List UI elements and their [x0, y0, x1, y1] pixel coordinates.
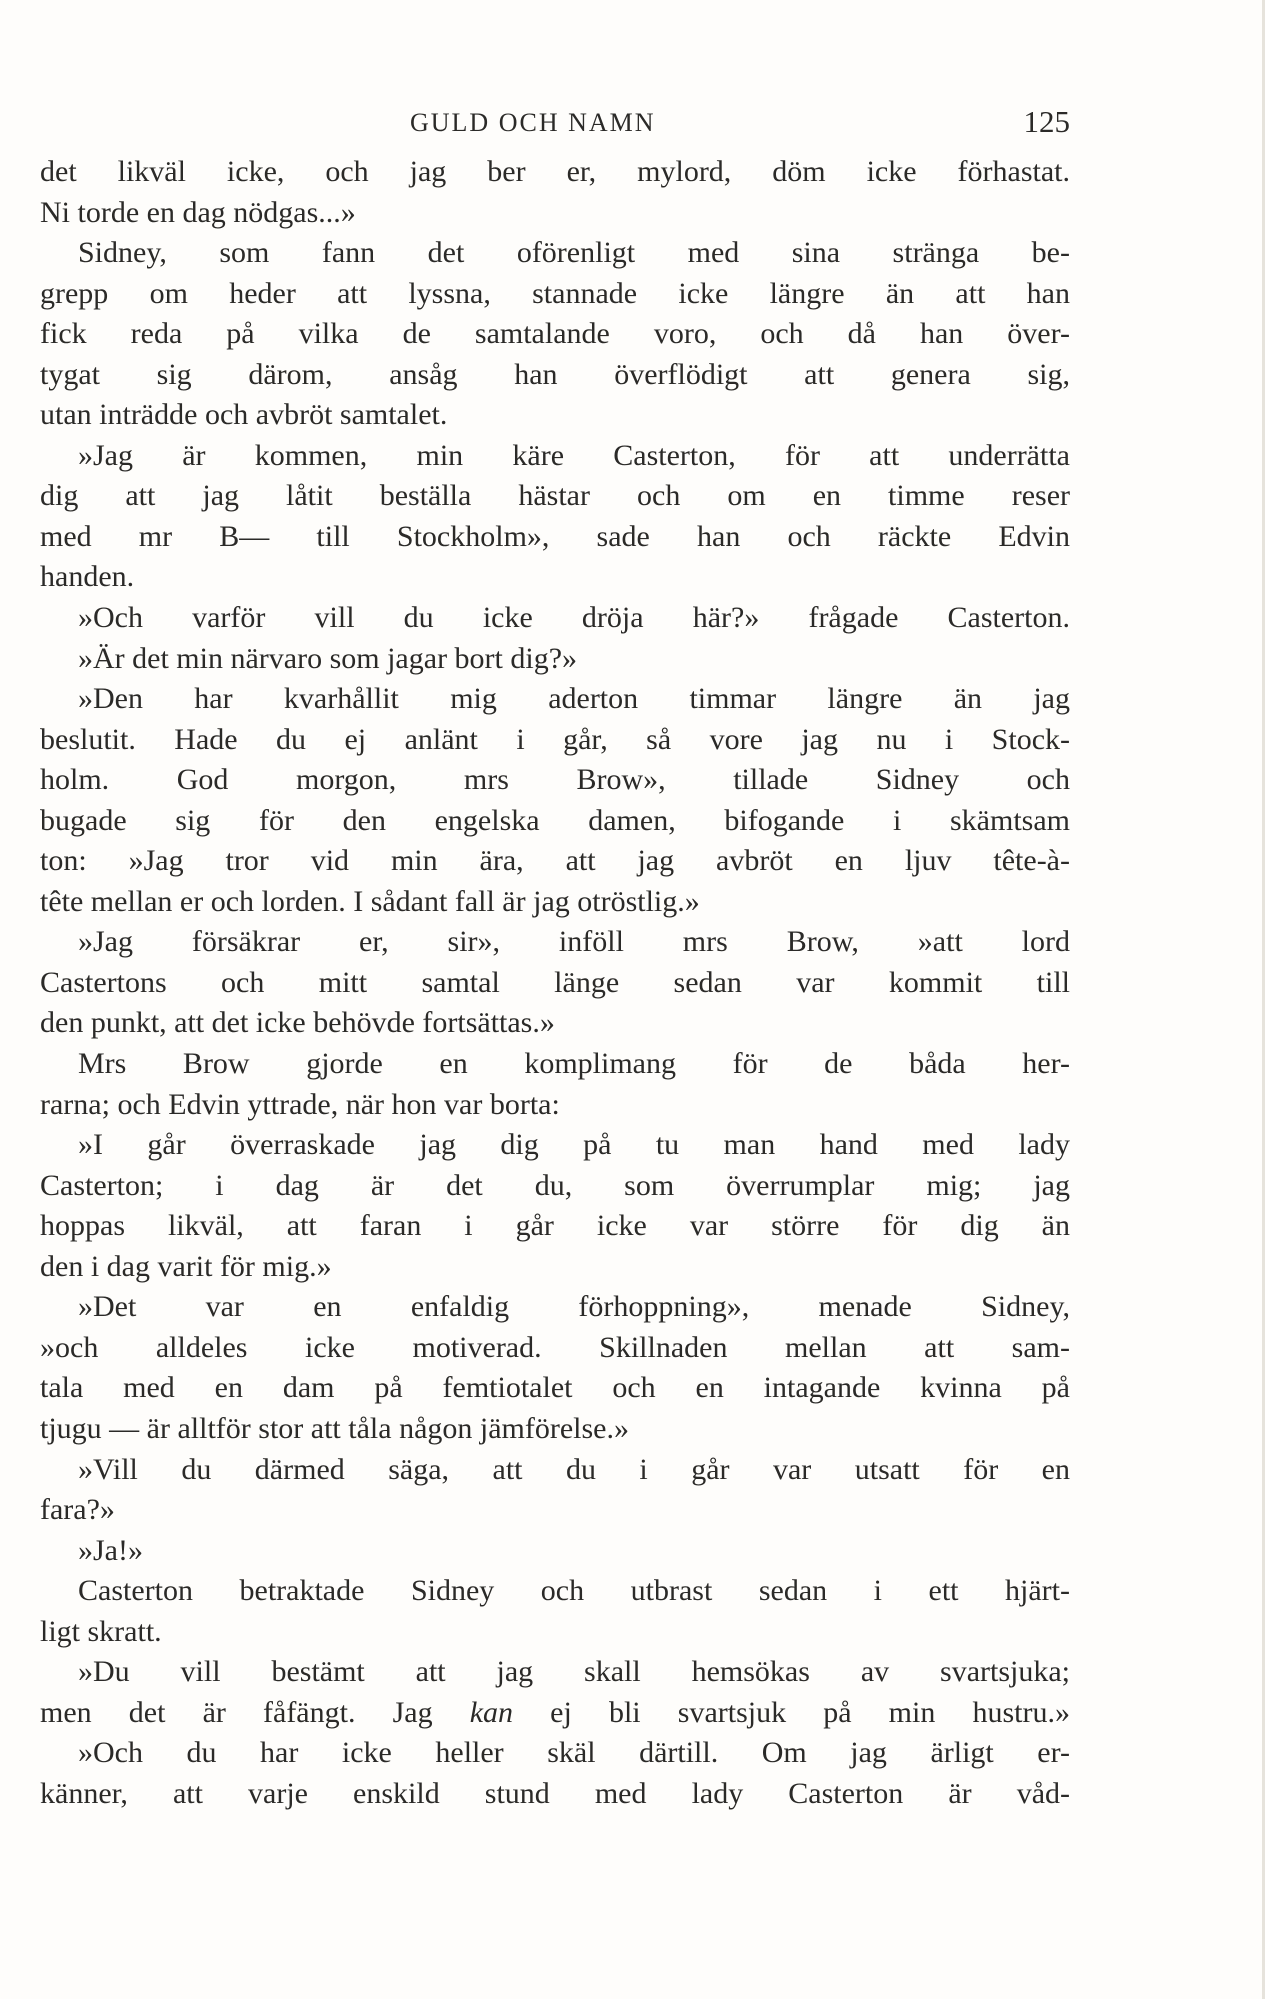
text-line: holm. God morgon, mrs Brow», tillade Sidney och	[40, 763, 1070, 797]
text-line: den punkt, att det icke behövde fortsättas.»	[40, 1006, 555, 1040]
text-line: dig att jag låtit beställa hästar och om en timme reser	[40, 479, 1070, 513]
text-line: bugade sig för den engelska damen, bifogande i skämtsam	[40, 803, 1070, 837]
text-line: med mr B— till Stockholm», sade han och räckte Edvin	[40, 519, 1070, 553]
text-line: tygat sig därom, ansåg han överflödigt att genera sig,	[40, 357, 1070, 391]
text-line: den i dag varit för mig.»	[40, 1249, 332, 1283]
text-line: »Och du har icke heller skäl därtill. Om jag ärligt er-	[78, 1736, 1070, 1770]
text-line: det likväl icke, och jag ber er, mylord, döm icke förhastat.	[40, 155, 1070, 188]
running-head	[40, 104, 1070, 144]
text-line: »Du vill bestämt att jag skall hemsökas av svartsjuka;	[78, 1655, 1070, 1689]
text-line: tête mellan er och lorden. I sådant fall är jag otröstlig.»	[40, 884, 700, 918]
text-line: Mrs Brow gjorde en komplimang för de båda her-	[78, 1047, 1070, 1081]
text-line: handen.	[40, 560, 135, 594]
text-line: »Det var en enfaldig förhoppning», menade Sidney,	[78, 1290, 1070, 1324]
text-line: »Är det min närvaro som jagar bort dig?»	[78, 641, 578, 675]
text-line: »Den har kvarhållit mig aderton timmar längre än jag	[78, 682, 1070, 716]
text-line: »Jag försäkrar er, sir», inföll mrs Brow, »att lord	[78, 925, 1070, 959]
text-line: beslutit. Hade du ej anlänt i går, så vore jag nu i Stock-	[40, 722, 1070, 756]
text-line: rarna; och Edvin yttrade, när hon var borta:	[40, 1087, 560, 1121]
text-line: »Och varför vill du icke dröja här?» frågade Casterton.	[78, 601, 1070, 635]
text-line: »I går överraskade jag dig på tu man hand med lady	[78, 1128, 1070, 1162]
text-line: ligt skratt.	[40, 1614, 162, 1648]
body-text	[40, 152, 1070, 1814]
text-line: grepp om heder att lyssna, stannade icke längre än att han	[40, 276, 1070, 310]
text-line: ton: »Jag tror vid min ära, att jag avbröt en ljuv tête-à-	[40, 844, 1070, 878]
text-line: »Jag är kommen, min käre Casterton, för att underrätta	[78, 438, 1070, 472]
text-line: tala med en dam på femtiotalet och en intagande kvinna på	[40, 1371, 1070, 1405]
text-line: Ni torde en dag nödgas...»	[40, 195, 356, 229]
text-line: »Vill du därmed säga, att du i går var utsatt för en	[78, 1452, 1070, 1486]
running-title: GULD OCH NAMN	[410, 108, 656, 137]
page-number: 125	[1023, 104, 1070, 139]
text-line: fick reda på vilka de samtalande voro, och då han över-	[40, 317, 1070, 351]
text-line: Sidney, som fann det oförenligt med sina stränga be-	[78, 236, 1070, 270]
text-line: hoppas likväl, att faran i går icke var större för dig än	[40, 1209, 1070, 1243]
text-line: fara?»	[40, 1493, 115, 1527]
text-line: »Ja!»	[78, 1533, 143, 1567]
text-line: »och alldeles icke motiverad. Skillnaden mellan att sam-	[40, 1330, 1070, 1364]
text-line: men det är fåfängt. Jag kan ej bli svartsjuk på min hustru.»	[40, 1695, 1070, 1729]
text-line: Casterton; i dag är det du, som överrumplar mig; jag	[40, 1168, 1070, 1202]
text-line: Casterton betraktade Sidney och utbrast sedan i ett hjärt-	[78, 1574, 1070, 1608]
text-line: Castertons och mitt samtal länge sedan var kommit till	[40, 965, 1070, 999]
text-line: utan inträdde och avbröt samtalet.	[40, 398, 448, 432]
text-line: tjugu — är alltför stor att tåla någon jämförelse.»	[40, 1411, 629, 1445]
text-line: känner, att varje enskild stund med lady Casterton är våd-	[40, 1776, 1070, 1810]
